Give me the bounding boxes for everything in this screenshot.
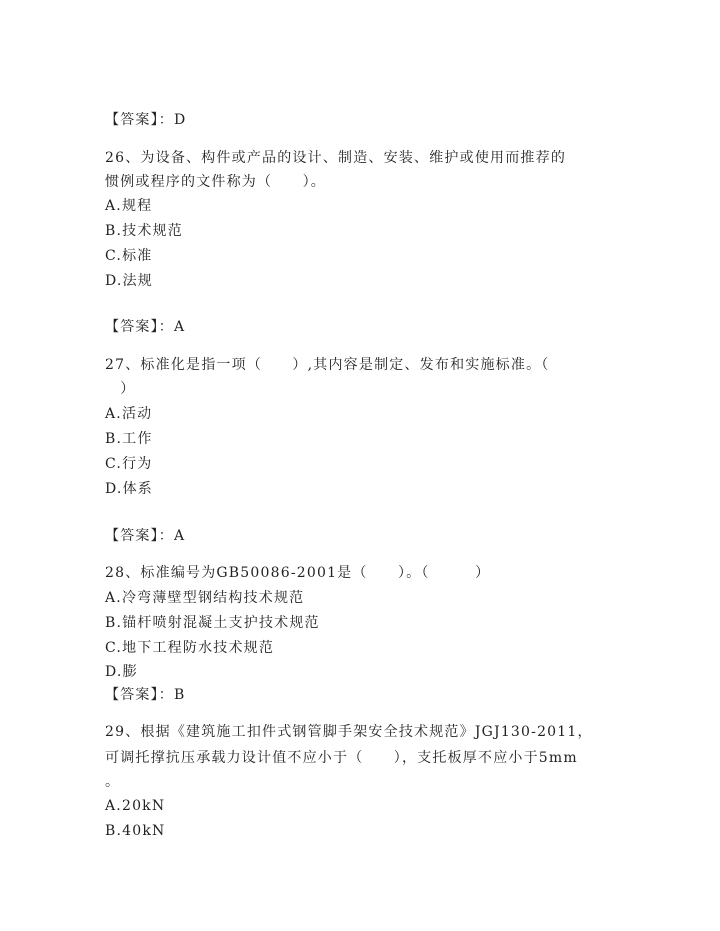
option-b: B.技术规范 — [105, 223, 183, 239]
option-c: C.标准 — [105, 248, 153, 264]
question-29-line-1: 29、根据《建筑施工扣件式钢管脚手架安全技术规范》JGJ130-2011， — [105, 724, 593, 740]
question-27-line-1: 27、标准化是指一项（ ）,其内容是制定、发布和实施标准。（ — [105, 357, 550, 373]
option-a: A.活动 — [105, 406, 153, 422]
option-c: C.地下工程防水技术规范 — [105, 640, 275, 656]
option-b: B.锚杆喷射混凝土支护技术规范 — [105, 615, 320, 631]
option-b: B.工作 — [105, 431, 153, 447]
answer-line: 【答案】：A — [105, 319, 186, 335]
option-a: A.冷弯薄壁型钢结构技术规范 — [105, 590, 305, 606]
question-29-line-3: 。 — [105, 774, 121, 790]
question-29-line-2: 可调托撑抗压承载力设计值不应小于（ ），支托板厚不应小于5mm — [105, 750, 578, 766]
option-d: D.膨 — [105, 664, 138, 680]
option-d: D.体系 — [105, 481, 153, 497]
question-27-line-2: ） — [105, 381, 136, 397]
option-a: A.20kN — [105, 798, 166, 814]
option-b: B.40kN — [105, 823, 166, 839]
answer-line: 【答案】：A — [105, 528, 186, 544]
question-26-line-2: 惯例或程序的文件称为（ ）。 — [105, 174, 326, 190]
option-c: C.行为 — [105, 456, 153, 472]
question-28-line-1: 28、标准编号为GB50086-2001是（ ）。（ ） — [105, 565, 491, 581]
question-26-line-1: 26、为设备、构件或产品的设计、制造、安装、维护或使用而推荐的 — [105, 150, 567, 166]
answer-line: 【答案】：B — [105, 687, 186, 703]
option-a: A.规程 — [105, 198, 153, 214]
option-d: D.法规 — [105, 273, 153, 289]
answer-line: 【答案】：D — [105, 112, 187, 128]
